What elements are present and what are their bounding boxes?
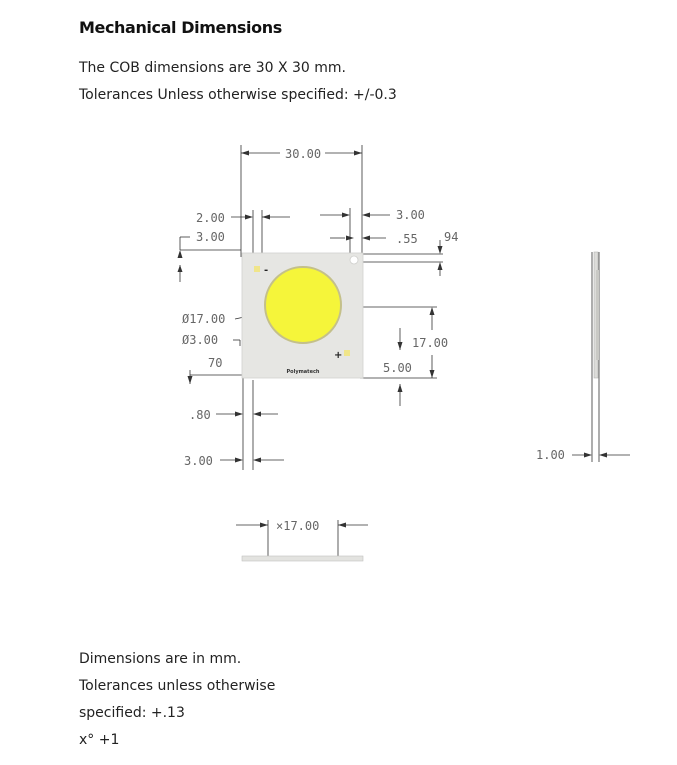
notes-line-4: x° +1 [79,732,120,748]
pol-minus-label: - [264,265,269,276]
dim-dia-3: Ø3.00 [182,333,219,347]
notes-line-2: Tolerances unless otherwise [79,678,276,694]
dim-right-055: .55 [396,232,418,246]
side-profile-lens [596,270,599,360]
cob-chip [242,253,363,378]
dim-side-thickness: 1.00 [536,448,565,462]
dim-right-3: 3.00 [396,208,425,222]
notes-line-1: Dimensions are in mm. [79,651,242,667]
dim-070: 70 [208,356,223,370]
dim-left-2: 2.00 [196,211,225,225]
intro-line-1: The COB dimensions are 30 X 30 mm. [79,60,346,76]
pad-positive [344,350,350,356]
intro-line-2: Tolerances Unless otherwise specified: +/-0.3 [79,87,397,103]
chip-brand-label: Polymatech [286,369,320,375]
dim-left-3: 3.00 [196,230,225,244]
dim-080: .80 [189,408,211,422]
mounting-hole [350,256,358,264]
pol-plus-label: + [334,350,343,361]
bottom-profile [242,556,363,561]
notes-line-3: specified: +.13 [79,705,185,721]
dim-height-17: 17.00 [412,336,449,350]
section-heading: Mechanical Dimensions [79,18,282,37]
dim-width-30: 30.00 [285,147,322,161]
dim-dia-17: Ø17.00 [182,312,226,326]
led-emitter [265,267,341,343]
dim-height-5: 5.00 [383,361,412,375]
dim-bottom-dia-17: ×17.00 [276,519,320,533]
dim-right-094: 94 [444,230,459,244]
dim-bottom-3: 3.00 [184,454,213,468]
pad-negative [254,266,260,272]
